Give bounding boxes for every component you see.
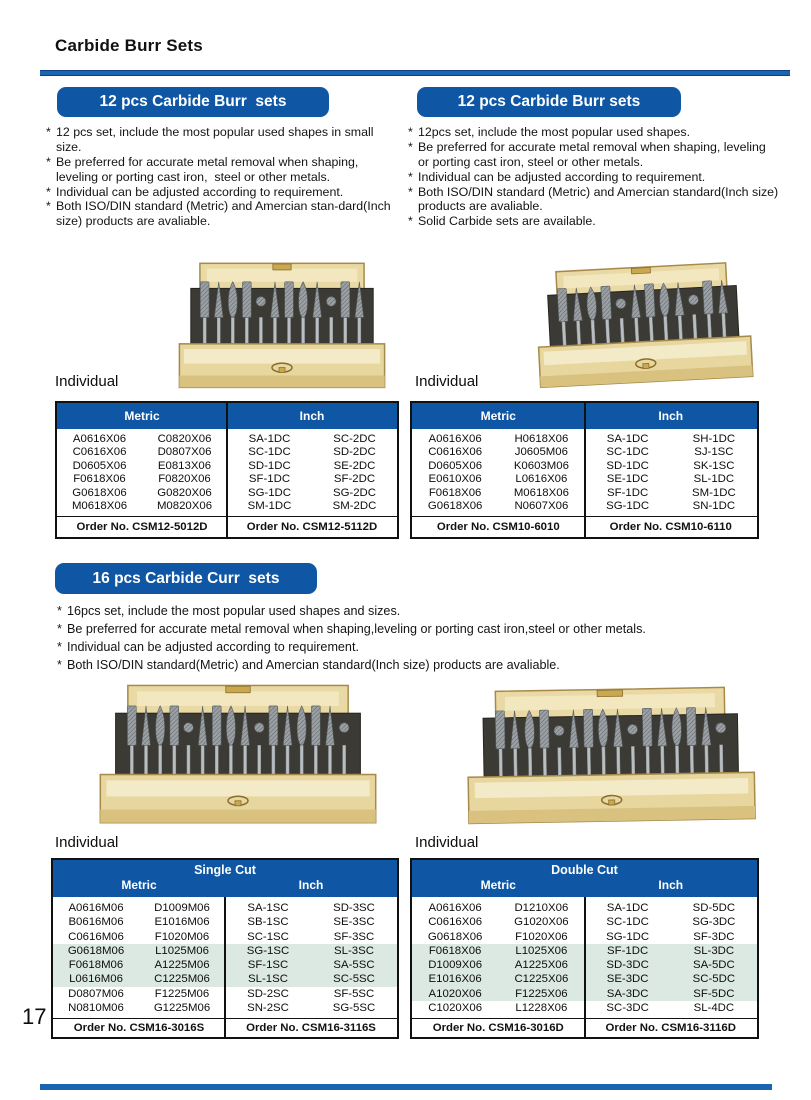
asterisk-marker: * [46, 125, 51, 139]
part-number: G0618X06 [72, 486, 127, 499]
asterisk-marker: * [408, 125, 413, 139]
section-heading-12pcs-right: 12 pcs Carbide Burr sets [417, 87, 681, 117]
asterisk-marker: * [57, 657, 62, 672]
feature-list-16pcs [57, 603, 781, 675]
part-number: SL-4DC [693, 1002, 735, 1015]
part-number: D1009M06 [154, 902, 210, 914]
cut-type-header: Double Cut [551, 863, 618, 877]
part-number: F1225M06 [154, 987, 210, 1000]
asterisk-marker: * [46, 184, 51, 199]
part-number: N0810M06 [68, 1002, 124, 1015]
bullet-item [46, 199, 402, 229]
part-number: SD-2SC [247, 987, 289, 1000]
bullet-item [57, 657, 781, 675]
bullet-text: 12pcs set, include the most popular used shapes. [418, 125, 691, 139]
bullet-text: Be preferred for accurate metal removal when shaping, leveling or porting cast iron, steel or other metals. [418, 139, 770, 169]
part-number: SK-1SC [693, 459, 735, 472]
bullet-text: Individual can be adjusted according to requirement. [56, 184, 344, 199]
part-number: A0616X06 [428, 902, 482, 914]
part-number: SD-5DC [692, 902, 736, 914]
column-divider [224, 897, 226, 1037]
product-photo-12pcs-right [523, 260, 765, 399]
individual-label: Individual [55, 373, 119, 390]
part-number: M0618X06 [71, 499, 128, 512]
part-number: SG-1SC [246, 944, 290, 957]
part-number: SD-3DC [606, 959, 649, 972]
part-number: SE-3DC [606, 973, 649, 986]
parts-table-single-cut [51, 858, 399, 1039]
column-divider [584, 403, 586, 537]
part-number: SF-3DC [693, 930, 735, 943]
part-number: F1020X06 [515, 930, 568, 943]
part-number: C0616M06 [68, 930, 124, 943]
part-number: SD-1DC [606, 459, 649, 472]
sub-header-row [412, 878, 757, 893]
column-header-metric: Metric [480, 409, 516, 423]
part-number: D0605X06 [72, 459, 127, 472]
bullet-text: 12 pcs set, include the most popular used shapes in small size. [56, 125, 377, 154]
bullet-item [57, 639, 781, 657]
order-number-inch: Order No. CSM16-3116S [246, 1022, 376, 1035]
sub-header-row [53, 878, 397, 893]
part-number: SE-1DC [606, 473, 649, 486]
bullet-text: Both ISO/DIN standard (Metric) and Amercian stan-dard(Inch size) products are avaliable. [56, 199, 395, 229]
column-divider [226, 403, 228, 537]
asterisk-marker: * [57, 604, 62, 618]
part-number: C1225X06 [514, 973, 569, 986]
bullet-text: Be preferred for accurate metal removal when shaping, leveling or porting cast iron, steel or other metals. [56, 154, 362, 184]
product-photo-16pcs-left [85, 684, 391, 835]
part-number: SF-1DC [248, 473, 291, 486]
part-number: SF-3SC [333, 930, 375, 943]
part-number: E1016M06 [154, 916, 210, 929]
bullet-text: Be preferred for accurate metal removal when shaping,leveling or porting cast iron,steel or other metals. [67, 621, 646, 636]
column-header-inch: Inch [658, 409, 684, 423]
part-number: G0618M06 [67, 944, 125, 957]
bullet-text: Both ISO/DIN standard(Metric) and Amercian standard(Inch size) products are avaliable. [67, 657, 560, 672]
part-number: A0616X06 [428, 433, 482, 445]
order-number-metric: Order No. CSM12-5012D [76, 521, 208, 534]
part-number: SF-1DC [607, 486, 649, 499]
part-number: C0820X06 [157, 433, 212, 445]
column-header-inch: Inch [658, 878, 684, 892]
part-number: SC-1DC [606, 446, 649, 459]
column-header-metric: Metric [480, 878, 516, 892]
part-number: C1225M06 [154, 973, 210, 986]
part-number: SH-1DC [692, 433, 736, 445]
part-number: SC-1DC [248, 446, 291, 459]
part-number: SC-3DC [606, 1002, 649, 1015]
part-number: SA-1DC [248, 433, 291, 445]
table-header [53, 860, 397, 897]
parts-table-12pcs-right [410, 401, 759, 539]
bullet-item [408, 185, 780, 215]
part-number: C0616X06 [428, 916, 483, 929]
part-number: SN-1DC [692, 499, 736, 512]
part-number: SD-3SC [333, 902, 375, 914]
bullet-text: Solid Carbide sets are available. [418, 214, 596, 229]
order-number-metric: Order No. CSM10-6010 [436, 521, 560, 534]
part-number: SF-1DC [607, 944, 649, 957]
footer-rule [40, 1084, 772, 1090]
part-number: E1016X06 [428, 973, 482, 986]
part-number: SM-1DC [692, 486, 736, 499]
part-number: SL-3SC [334, 944, 374, 957]
asterisk-marker: * [46, 154, 51, 169]
part-number: F0618X06 [73, 473, 126, 486]
order-number-inch: Order No. CSM12-5112D [246, 521, 378, 534]
part-number: SG-1DC [606, 930, 650, 943]
individual-label: Individual [55, 834, 119, 851]
part-number: J0605M06 [514, 446, 568, 459]
part-number: E0813X06 [157, 459, 212, 472]
part-number: A0616M06 [68, 902, 124, 914]
asterisk-marker: * [46, 199, 51, 214]
column-header-metric: Metric [121, 878, 157, 892]
product-photo-12pcs-left [168, 262, 396, 399]
column-header-inch: Inch [298, 878, 324, 892]
bullet-item [408, 125, 780, 140]
part-number: SA-5DC [692, 959, 735, 972]
part-number: SN-2SC [247, 1002, 289, 1015]
part-number: A1225X06 [514, 959, 568, 972]
part-number: SA-1DC [606, 902, 649, 914]
part-number: F1020M06 [154, 930, 210, 943]
order-number-metric: Order No. CSM16-3016D [432, 1022, 564, 1035]
part-number: C0616X06 [72, 446, 127, 459]
part-number: M0618X06 [513, 486, 569, 499]
header-rule [40, 70, 790, 76]
part-number: SF-2DC [333, 473, 376, 486]
asterisk-marker: * [408, 169, 413, 184]
asterisk-marker: * [408, 139, 413, 154]
bullet-text: Both ISO/DIN standard (Metric) and Amercian standard(Inch size) products are avaliable. [418, 184, 782, 214]
part-number: SC-5SC [333, 973, 375, 986]
cut-type-header: Single Cut [194, 863, 256, 877]
asterisk-marker: * [57, 639, 62, 654]
part-number: D1009X06 [428, 959, 483, 972]
part-number: SL-3DC [693, 944, 735, 957]
part-number: SF-1SC [247, 959, 289, 972]
part-number: H0618X06 [514, 433, 569, 445]
part-number: D0807M06 [68, 987, 124, 1000]
bullet-text: 16pcs set, include the most popular used shapes and sizes. [67, 604, 401, 618]
bullet-item [46, 125, 402, 155]
part-number: L1025M06 [155, 944, 209, 957]
part-number: SG-5SC [332, 1002, 376, 1015]
individual-label: Individual [415, 373, 479, 390]
part-number: D1210X06 [514, 902, 569, 914]
part-number: SE-2DC [333, 459, 376, 472]
bullet-item [408, 140, 780, 170]
part-number: F1225X06 [515, 987, 568, 1000]
order-number-inch: Order No. CSM10-6110 [609, 521, 732, 534]
part-number: F0618X06 [428, 944, 482, 957]
bullet-item [57, 603, 781, 621]
part-number: A0616X06 [72, 433, 127, 445]
part-number: G0820X06 [157, 486, 212, 499]
part-number: SM-2DC [332, 499, 377, 512]
part-number: SC-2DC [333, 433, 376, 445]
part-number: SF-5SC [333, 987, 375, 1000]
bullet-item [46, 185, 402, 200]
part-number: SG-3DC [692, 916, 736, 929]
column-header-metric: Metric [124, 409, 160, 423]
part-number: B0616M06 [68, 916, 124, 929]
part-number: SG-1DC [606, 499, 650, 512]
bullet-item [408, 170, 780, 185]
part-number: L1228X06 [515, 1002, 568, 1015]
part-number: L0616M06 [69, 973, 123, 986]
part-number: D0807X06 [157, 446, 212, 459]
part-number: SL-1DC [693, 473, 735, 486]
part-number: C1020X06 [428, 1002, 483, 1015]
part-number: SD-2DC [333, 446, 376, 459]
part-number: SB-1SC [247, 916, 289, 929]
part-number: SE-3SC [333, 916, 375, 929]
parts-table-12pcs-left [55, 401, 399, 539]
part-number: SC-1DC [606, 916, 649, 929]
part-number: A1020X06 [428, 987, 482, 1000]
table-header [412, 860, 757, 897]
bullet-item [408, 214, 780, 229]
asterisk-marker: * [57, 621, 62, 636]
part-number: F0618M06 [68, 959, 124, 972]
part-number: SA-1SC [247, 902, 289, 914]
column-header-inch: Inch [299, 409, 325, 423]
column-divider [584, 897, 586, 1037]
part-number: G0618X06 [427, 499, 483, 512]
page-number: 17 [22, 1004, 47, 1029]
order-number-inch: Order No. CSM16-3116D [605, 1022, 736, 1035]
part-number: SG-2DC [332, 486, 377, 499]
part-number: F0618X06 [428, 486, 482, 499]
section-heading-16pcs: 16 pcs Carbide Curr sets [55, 563, 317, 594]
part-number: SJ-1SC [694, 446, 734, 459]
part-number: C0616X06 [428, 446, 483, 459]
part-number: A1225M06 [154, 959, 210, 972]
part-number: SL-1SC [248, 973, 288, 986]
bullet-text: Individual can be adjusted according to requirement. [67, 639, 359, 654]
part-number: SA-3DC [606, 987, 649, 1000]
part-number: L1025X06 [515, 944, 568, 957]
part-number: N0607X06 [514, 499, 569, 512]
page-title: Carbide Burr Sets [55, 36, 203, 55]
individual-label: Individual [415, 834, 479, 851]
part-number: G1020X06 [514, 916, 569, 929]
part-number: L0616X06 [515, 473, 568, 486]
bullet-text: Individual can be adjusted according to requirement. [418, 169, 706, 184]
section-heading-12pcs-left: 12 pcs Carbide Burr sets [57, 87, 329, 117]
part-number: E0610X06 [428, 473, 482, 486]
part-number: SF-5DC [693, 987, 735, 1000]
feature-list-12pcs-right [408, 125, 780, 229]
part-number: SG-1DC [247, 486, 292, 499]
asterisk-marker: * [408, 184, 413, 199]
feature-list-12pcs-left [46, 125, 402, 229]
part-number: SM-1DC [247, 499, 292, 512]
bullet-item [46, 155, 402, 185]
bullet-item [57, 621, 781, 639]
asterisk-marker: * [408, 214, 413, 229]
part-number: SC-5DC [692, 973, 736, 986]
part-number: G0618X06 [427, 930, 483, 943]
part-number: G1225M06 [153, 1002, 211, 1015]
product-photo-16pcs-right [451, 685, 771, 836]
parts-table-double-cut [410, 858, 759, 1039]
part-number: SC-1SC [247, 930, 289, 943]
part-number: D0605X06 [428, 459, 483, 472]
part-number: SA-1DC [606, 433, 649, 445]
part-number: SD-1DC [248, 459, 291, 472]
order-number-metric: Order No. CSM16-3016S [73, 1022, 205, 1035]
part-number: SA-5SC [333, 959, 375, 972]
part-number: K0603M06 [513, 459, 569, 472]
part-number: M0820X06 [156, 499, 213, 512]
part-number: F0820X06 [158, 473, 211, 486]
